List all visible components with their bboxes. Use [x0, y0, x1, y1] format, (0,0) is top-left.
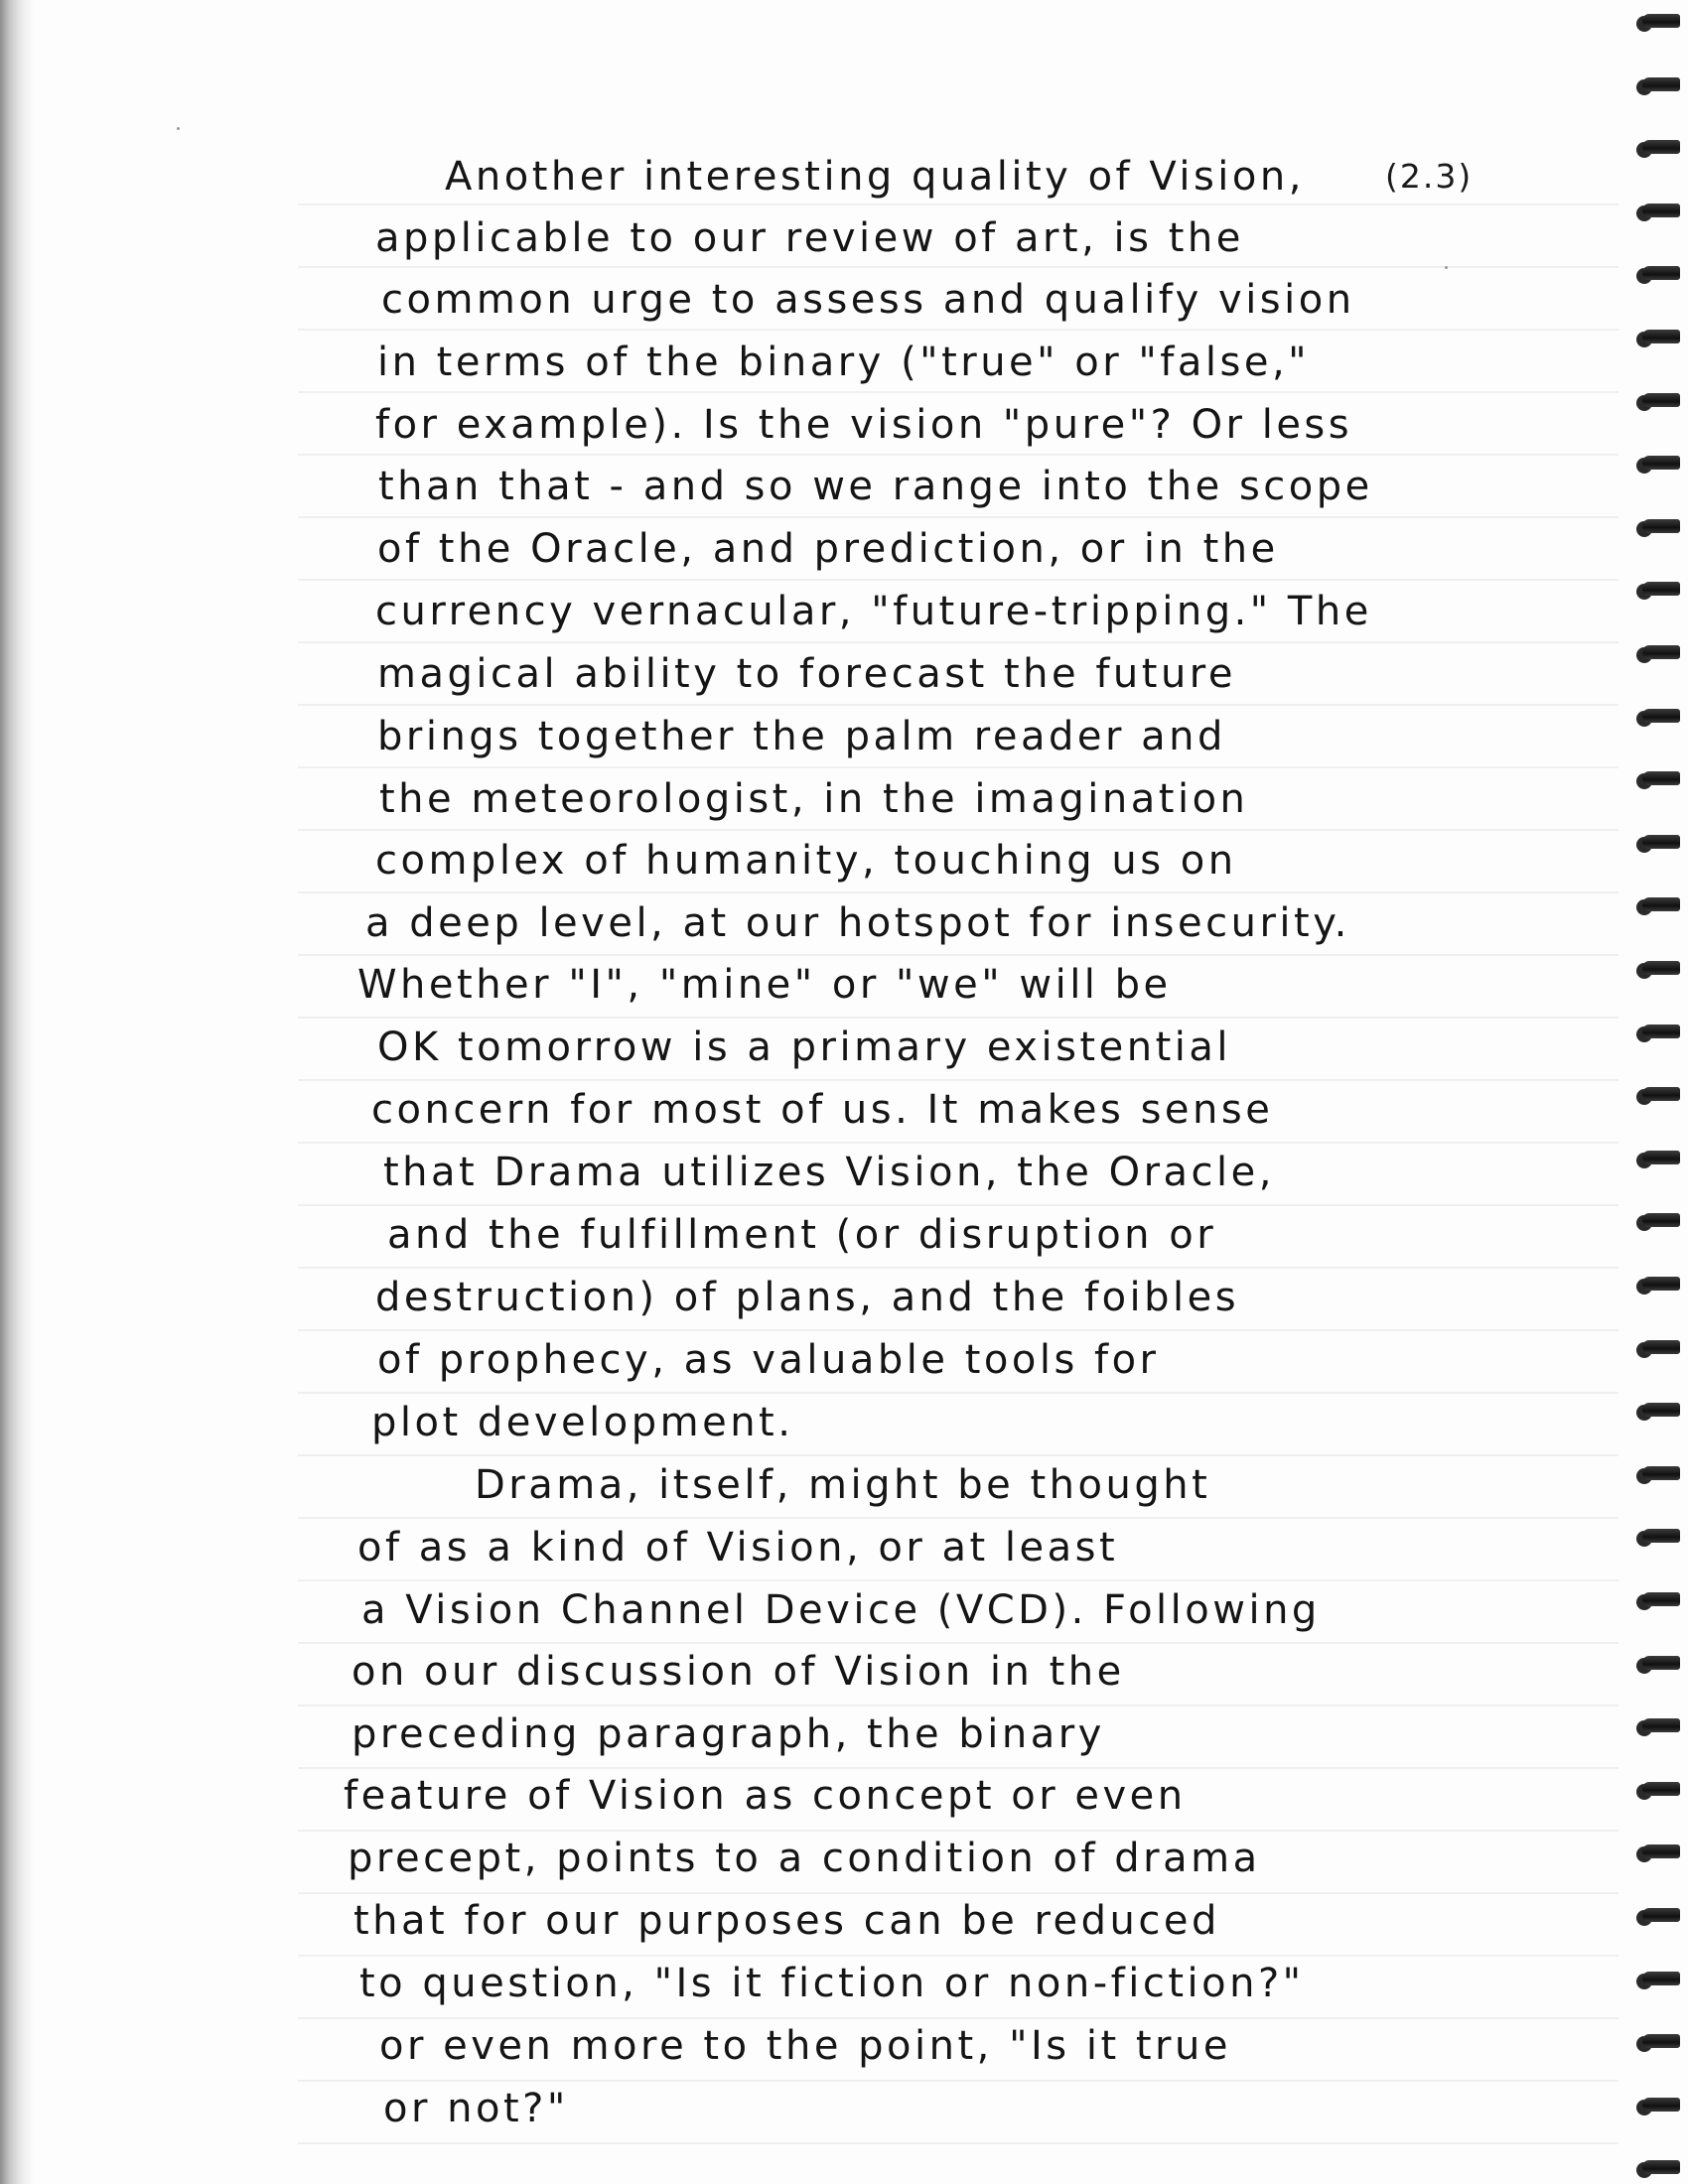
wire-loop: [1642, 1466, 1680, 1480]
text-line: applicable to our review of art, is the: [375, 215, 1244, 261]
wire-loop: [1642, 2034, 1680, 2048]
spiral-binding: [1628, 0, 1688, 2184]
wire-loop: [1642, 771, 1680, 785]
spiral-coil: [1636, 454, 1680, 479]
spiral-coil: [1636, 1590, 1680, 1616]
text-line: common urge to assess and qualify vision: [381, 277, 1355, 323]
wire-loop: [1642, 1340, 1680, 1354]
spiral-coil: [1636, 1527, 1680, 1553]
spiral-coil: [1636, 1716, 1680, 1742]
text-line: and the fulfillment (or disruption or: [387, 1212, 1217, 1258]
spiral-coil: [1636, 1464, 1680, 1490]
spiral-coil: [1636, 580, 1680, 606]
text-line: a deep level, at our hotspot for insecurity.: [365, 900, 1350, 946]
spiral-coil: [1636, 391, 1680, 417]
text-line: feature of Vision as concept or even: [344, 1773, 1187, 1819]
wire-loop: [1642, 835, 1680, 849]
text-line: a Vision Channel Device (VCD). Following: [361, 1587, 1321, 1633]
wire-loop: [1642, 1403, 1680, 1417]
wire-loop: [1642, 961, 1680, 975]
spiral-coil: [1636, 959, 1680, 985]
text-line: brings together the palm reader and: [377, 714, 1226, 759]
text-line: Whether "I", "mine" or "we" will be: [357, 962, 1172, 1008]
text-line: OK tomorrow is a primary existential: [377, 1024, 1231, 1070]
text-line: precept, points to a condition of drama: [348, 1836, 1261, 1881]
wire-loop: [1642, 582, 1680, 596]
wire-loop: [1642, 1151, 1680, 1164]
spiral-coil: [1636, 264, 1680, 290]
wire-loop: [1642, 2098, 1680, 2112]
spiral-coil: [1636, 1970, 1680, 1995]
text-line: for example). Is the vision "pure"? Or less: [375, 402, 1353, 448]
spiral-coil: [1636, 517, 1680, 543]
spiral-coil: [1636, 2032, 1680, 2058]
spiral-coil: [1636, 1654, 1680, 1680]
wire-loop: [1642, 1024, 1680, 1038]
spiral-coil: [1636, 833, 1680, 859]
text-line: that for our purposes can be reduced: [353, 1898, 1220, 1944]
spiral-coil: [1636, 1843, 1680, 1868]
wire-loop: [1642, 1087, 1680, 1101]
text-line: of prophecy, as valuable tools for: [377, 1337, 1160, 1383]
text-line: in terms of the binary ("true" or "false,": [377, 340, 1311, 385]
wire-loop: [1642, 456, 1680, 470]
wire-loop: [1642, 1844, 1680, 1858]
text-line: of the Oracle, and prediction, or in the: [377, 526, 1279, 572]
text-line: concern for most of us. It makes sense: [371, 1087, 1274, 1133]
spiral-coil: [1636, 12, 1680, 38]
wire-loop: [1642, 1782, 1680, 1796]
spiral-coil: [1636, 2158, 1680, 2184]
spiral-coil: [1636, 643, 1680, 669]
page-number: (2.3): [1385, 157, 1474, 196]
spiral-coil: [1636, 138, 1680, 164]
spiral-coil: [1636, 1211, 1680, 1237]
wire-loop: [1642, 77, 1680, 91]
wire-loop: [1642, 1908, 1680, 1922]
wire-loop: [1642, 140, 1680, 154]
wire-loop: [1642, 1592, 1680, 1606]
text-line: complex of humanity, touching us on: [375, 838, 1237, 884]
spiral-coil: [1636, 895, 1680, 921]
text-line: or not?": [383, 2086, 569, 2131]
spiral-coil: [1636, 75, 1680, 101]
spiral-coil: [1636, 707, 1680, 733]
wire-loop: [1642, 266, 1680, 280]
spiral-coil: [1636, 1275, 1680, 1300]
spiral-coil: [1636, 202, 1680, 227]
spiral-coil: [1636, 1023, 1680, 1048]
text-line: that Drama utilizes Vision, the Oracle,: [383, 1150, 1275, 1195]
spiral-coil: [1636, 1338, 1680, 1364]
text-line: or even more to the point, "Is it true: [379, 2023, 1231, 2069]
wire-loop: [1642, 204, 1680, 217]
text-line: plot development.: [371, 1400, 794, 1445]
text-line: of as a kind of Vision, or at least: [357, 1525, 1119, 1570]
spiral-coil: [1636, 1149, 1680, 1174]
text-line: Drama, itself, might be thought: [475, 1462, 1211, 1508]
text-line: on our discussion of Vision in the: [352, 1649, 1125, 1695]
text-line: preceding paragraph, the binary: [352, 1711, 1105, 1757]
wire-loop: [1642, 393, 1680, 407]
wire-loop: [1642, 1656, 1680, 1670]
spiral-coil: [1636, 1085, 1680, 1111]
spiral-coil: [1636, 2096, 1680, 2121]
wire-loop: [1642, 330, 1680, 343]
wire-loop: [1642, 519, 1680, 533]
wire-loop: [1642, 1718, 1680, 1732]
text-line: destruction) of plans, and the foibles: [375, 1275, 1240, 1320]
text-line: Another interesting quality of Vision,: [445, 154, 1305, 200]
wire-loop: [1642, 1213, 1680, 1227]
wire-loop: [1642, 1972, 1680, 1985]
spiral-coil: [1636, 769, 1680, 795]
text-line: to question, "Is it fiction or non-fiction?": [359, 1961, 1305, 2006]
spiral-coil: [1636, 328, 1680, 353]
wire-loop: [1642, 14, 1680, 28]
wire-loop: [1642, 1277, 1680, 1291]
wire-loop: [1642, 645, 1680, 659]
spiral-coil: [1636, 1906, 1680, 1932]
text-line: currency vernacular, "future-tripping." The: [375, 589, 1372, 634]
wire-loop: [1642, 709, 1680, 723]
wire-loop: [1642, 897, 1680, 911]
wire-loop: [1642, 1529, 1680, 1543]
spiral-coil: [1636, 1401, 1680, 1427]
wire-loop: [1642, 2160, 1680, 2174]
text-line: magical ability to forecast the future: [377, 651, 1236, 697]
spiral-coil: [1636, 1780, 1680, 1806]
text-line: the meteorologist, in the imagination: [379, 776, 1249, 822]
text-line: than that - and so we range into the scope: [378, 464, 1373, 509]
